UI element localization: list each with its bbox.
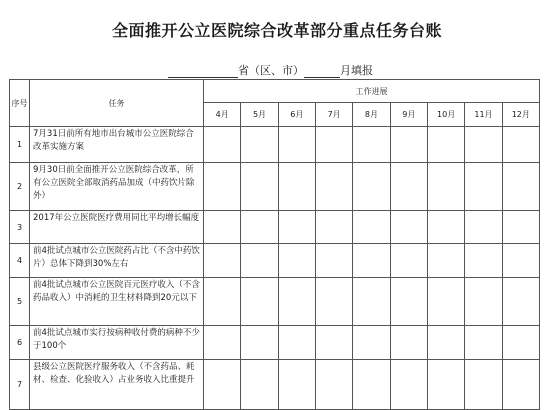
- month-header: 12月: [502, 103, 539, 127]
- progress-cell[interactable]: [390, 127, 427, 163]
- progress-cell[interactable]: [315, 278, 352, 326]
- progress-cell[interactable]: [502, 360, 539, 410]
- page-title: 全面推开公立医院综合改革部分重点任务台账: [111, 21, 442, 40]
- month-header: 10月: [427, 103, 464, 127]
- progress-cell[interactable]: [278, 278, 315, 326]
- progress-cell[interactable]: [465, 211, 502, 244]
- row-seq: 2: [10, 163, 30, 211]
- task-ledger-table: [9, 79, 540, 410]
- progress-cell[interactable]: [204, 127, 241, 163]
- row-seq: 7: [10, 360, 30, 410]
- progress-cell[interactable]: [204, 244, 241, 278]
- month-header: 7月: [315, 103, 352, 127]
- progress-cell[interactable]: [315, 211, 352, 244]
- progress-cell[interactable]: [427, 360, 464, 410]
- progress-cell[interactable]: [502, 278, 539, 326]
- progress-cell[interactable]: [204, 163, 241, 211]
- month-header: 11月: [465, 103, 502, 127]
- task-header: 任务: [30, 80, 204, 127]
- progress-cell[interactable]: [465, 278, 502, 326]
- progress-cell[interactable]: [427, 244, 464, 278]
- row-seq: 4: [10, 244, 30, 278]
- row-task: 前4批试点城市公立医院百元医疗收入（不含药品收入）中消耗的卫生材料降到20元以下: [30, 278, 204, 326]
- month-blank: [304, 65, 340, 78]
- row-seq: 6: [10, 326, 30, 360]
- row-task: 县级公立医院医疗服务收入（不含药品、耗材、检查、化验收入）占业务收入比重提升: [30, 360, 204, 410]
- progress-cell[interactable]: [465, 163, 502, 211]
- progress-cell[interactable]: [465, 127, 502, 163]
- progress-cell[interactable]: [502, 127, 539, 163]
- progress-cell[interactable]: [241, 127, 278, 163]
- table-row: [10, 244, 540, 278]
- month-label: 月填报: [340, 64, 373, 77]
- progress-cell[interactable]: [390, 163, 427, 211]
- progress-cell[interactable]: [278, 211, 315, 244]
- row-task: 9月30日前全面推开公立医院综合改革，所有公立医院全部取消药品加成（中药饮片除外）: [30, 163, 204, 211]
- progress-cell[interactable]: [204, 360, 241, 410]
- table-row: [10, 127, 540, 163]
- progress-cell[interactable]: [353, 127, 390, 163]
- province-blank: [168, 65, 238, 78]
- progress-cell[interactable]: [353, 244, 390, 278]
- progress-cell[interactable]: [204, 211, 241, 244]
- progress-cell[interactable]: [390, 360, 427, 410]
- progress-cell[interactable]: [278, 360, 315, 410]
- month-header: 8月: [353, 103, 390, 127]
- progress-cell[interactable]: [427, 127, 464, 163]
- table-row: [10, 211, 540, 244]
- table-row: [10, 326, 540, 360]
- table-row: [10, 278, 540, 326]
- progress-cell[interactable]: [502, 211, 539, 244]
- progress-cell[interactable]: [427, 211, 464, 244]
- progress-cell[interactable]: [353, 326, 390, 360]
- row-task: 2017年公立医院医疗费用同比平均增长幅度: [30, 211, 204, 244]
- progress-cell[interactable]: [315, 244, 352, 278]
- progress-cell[interactable]: [204, 326, 241, 360]
- progress-cell[interactable]: [315, 326, 352, 360]
- row-task: 前4批试点城市实行按病种收付费的病种不少于100个: [30, 326, 204, 360]
- progress-cell[interactable]: [465, 360, 502, 410]
- progress-cell[interactable]: [241, 278, 278, 326]
- progress-cell[interactable]: [465, 326, 502, 360]
- month-header: 4月: [204, 103, 241, 127]
- progress-cell[interactable]: [278, 163, 315, 211]
- table-row: [10, 163, 540, 211]
- progress-cell[interactable]: [278, 244, 315, 278]
- progress-cell[interactable]: [502, 163, 539, 211]
- progress-cell[interactable]: [241, 211, 278, 244]
- progress-cell[interactable]: [315, 163, 352, 211]
- month-header: 5月: [241, 103, 278, 127]
- month-header: 9月: [390, 103, 427, 127]
- progress-header: 工作进展: [204, 80, 540, 103]
- progress-cell[interactable]: [465, 244, 502, 278]
- progress-cell[interactable]: [353, 360, 390, 410]
- progress-cell[interactable]: [390, 244, 427, 278]
- progress-cell[interactable]: [204, 278, 241, 326]
- progress-cell[interactable]: [502, 326, 539, 360]
- progress-cell[interactable]: [427, 326, 464, 360]
- row-task: 前4批试点城市公立医院药占比（不含中药饮片）总体下降到30%左右: [30, 244, 204, 278]
- progress-cell[interactable]: [241, 326, 278, 360]
- progress-cell[interactable]: [241, 244, 278, 278]
- table-row: [10, 360, 540, 410]
- row-seq: 1: [10, 127, 30, 163]
- progress-cell[interactable]: [390, 278, 427, 326]
- row-seq: 5: [10, 278, 30, 326]
- row-seq: 3: [10, 211, 30, 244]
- progress-cell[interactable]: [502, 244, 539, 278]
- report-form-line: [168, 62, 373, 78]
- province-label: 省（区、市）: [238, 64, 304, 77]
- progress-cell[interactable]: [353, 163, 390, 211]
- seq-header: 序号: [10, 80, 30, 127]
- row-task: 7月31日前所有地市出台城市公立医院综合改革实施方案: [30, 127, 204, 163]
- progress-cell[interactable]: [353, 211, 390, 244]
- progress-cell[interactable]: [315, 360, 352, 410]
- progress-cell[interactable]: [241, 163, 278, 211]
- progress-cell[interactable]: [427, 163, 464, 211]
- month-header: 6月: [278, 103, 315, 127]
- progress-cell[interactable]: [315, 127, 352, 163]
- progress-cell[interactable]: [390, 326, 427, 360]
- progress-cell[interactable]: [241, 360, 278, 410]
- progress-cell[interactable]: [427, 278, 464, 326]
- progress-cell[interactable]: [353, 278, 390, 326]
- progress-cell[interactable]: [278, 326, 315, 360]
- progress-cell[interactable]: [278, 127, 315, 163]
- progress-cell[interactable]: [390, 211, 427, 244]
